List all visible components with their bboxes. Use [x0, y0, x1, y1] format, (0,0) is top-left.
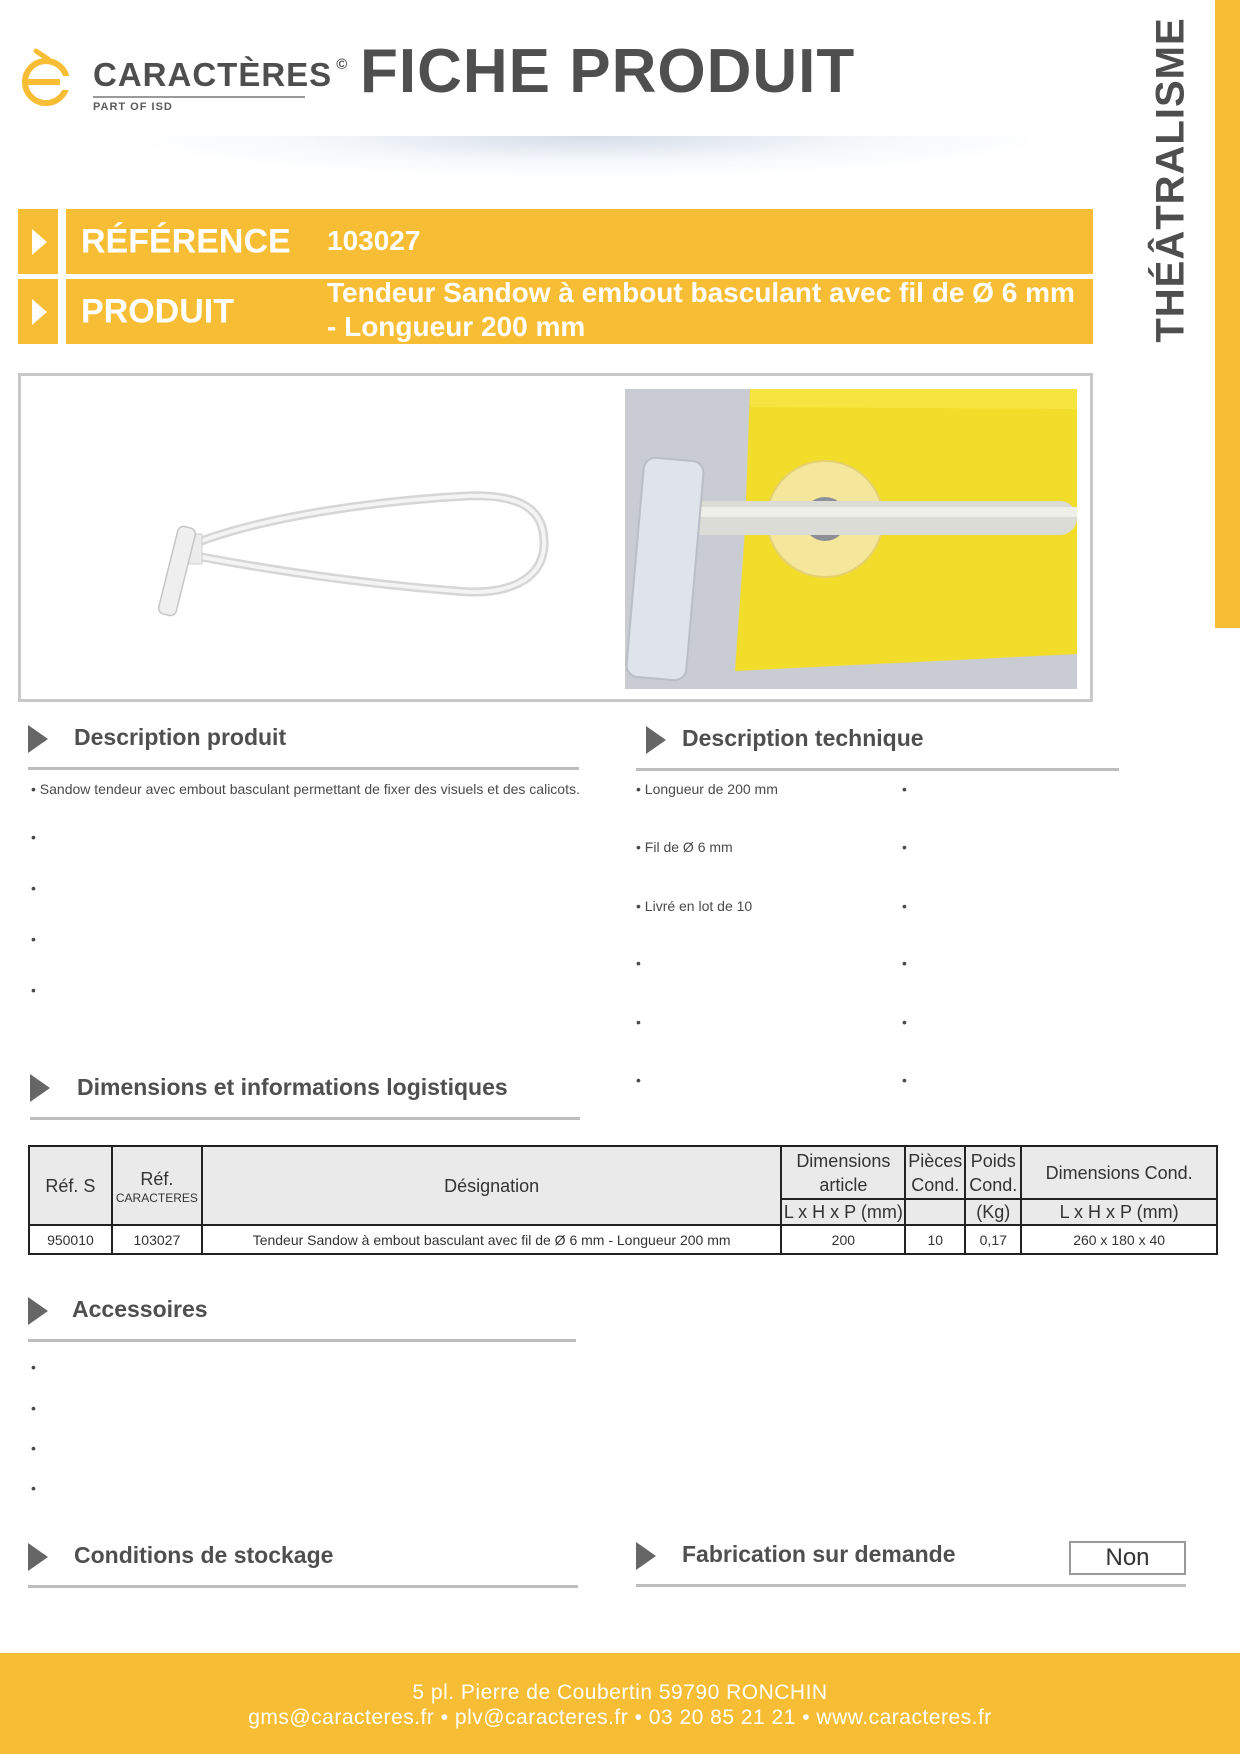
accessoires-arrow-icon [28, 1297, 48, 1325]
description-produit-bullet: • [31, 829, 36, 845]
accessoires-bullet: • [31, 1440, 36, 1456]
description-produit-arrow-icon [28, 725, 48, 753]
col-dim-article-unit: L x H x P (mm) [781, 1199, 905, 1225]
reference-value: 103027 [327, 225, 421, 256]
description-technique-bullet: • [902, 955, 907, 971]
logo-divider [93, 96, 305, 98]
logistique-title: Dimensions et informations logistiques [77, 1074, 508, 1100]
stockage-rule [28, 1585, 578, 1588]
footer [0, 1653, 1240, 1754]
col-pieces-line2: Cond. [911, 1174, 960, 1195]
col-pieces-line1: Pièces [908, 1150, 963, 1171]
description-produit-bullet: • [31, 982, 36, 998]
description-produit-bullet: • [31, 931, 36, 947]
col-poids-line2: Cond. [969, 1174, 1018, 1195]
description-technique-bullet: • [902, 1072, 907, 1088]
reference-arrow-icon [18, 209, 58, 274]
side-accent-bar [1215, 0, 1240, 628]
description-technique-bullet: • [902, 839, 907, 855]
accessoires-rule [28, 1339, 576, 1342]
col-pieces-unit [905, 1199, 965, 1225]
description-technique-rule [636, 768, 1119, 771]
cell-pieces: 10 [905, 1225, 965, 1254]
col-dim-article-line2: article [819, 1174, 868, 1195]
col-ref-s: Réf. S [29, 1146, 112, 1225]
copyright-mark: © [336, 56, 349, 73]
col-designation: Désignation [202, 1146, 782, 1225]
brand-tagline: PART OF ISD [93, 101, 173, 113]
product-value: Tendeur Sandow à embout basculant avec fil de Ø 6 mm - Longueur 200 mm [327, 279, 1075, 342]
cell-dim-cond: 260 x 180 x 40 [1021, 1225, 1217, 1254]
col-dim-article [781, 1146, 905, 1199]
sandow-tensioner-product-image [146, 476, 566, 626]
reference-banner [66, 209, 1093, 274]
description-technique-bullet: • [636, 1072, 641, 1088]
accessoires-bullet: • [31, 1400, 36, 1416]
product-banner [66, 279, 1093, 344]
cell-ref-s: 950010 [29, 1225, 112, 1254]
stockage-arrow-icon [28, 1543, 48, 1571]
col-poids [965, 1146, 1021, 1199]
fabrication-value: Non [1069, 1541, 1186, 1575]
page-title: FICHE PRODUIT [360, 37, 856, 106]
description-technique-bullet: • Livré en lot de 10 [636, 898, 753, 914]
brand-name: CARACTÈRES © [93, 56, 349, 93]
cell-dim-article: 200 [781, 1225, 905, 1254]
description-technique-bullet: • [902, 781, 907, 797]
footer-address: 5 pl. Pierre de Coubertin 59790 RONCHIN [412, 1681, 828, 1704]
fabrication-rule [636, 1584, 1186, 1587]
product-arrow-icon [18, 279, 58, 344]
col-ref-sub: CARACTERES [115, 1190, 198, 1205]
fabrication-arrow-icon [636, 1542, 656, 1570]
accessoires-title: Accessoires [72, 1296, 208, 1322]
col-pieces [905, 1146, 965, 1199]
col-dim-article-line1: Dimensions [796, 1150, 891, 1171]
sandow-on-yellow-banner-photo [625, 389, 1077, 689]
fabrication-title: Fabrication sur demande [682, 1541, 956, 1567]
col-dim-cond: Dimensions Cond. [1021, 1146, 1217, 1199]
description-technique-bullet: • [902, 898, 907, 914]
description-technique-bullet: • [636, 1014, 641, 1030]
caracteres-logo-icon [16, 46, 82, 106]
accessoires-bullet: • [31, 1480, 36, 1496]
category-label: THÉÂTRALISME [1148, 17, 1193, 343]
description-technique-bullet: • Longueur de 200 mm [636, 781, 778, 797]
col-ref [112, 1146, 202, 1225]
header-shadow [150, 136, 1030, 176]
product-label: PRODUIT [81, 292, 234, 330]
description-produit-title: Description produit [74, 724, 287, 750]
description-produit-bullet: • Sandow tendeur avec embout basculant permettant de fixer des visuels et des calicots. [31, 781, 580, 797]
table-row [29, 1225, 1217, 1254]
description-technique-title: Description technique [682, 725, 924, 751]
stockage-title: Conditions de stockage [74, 1542, 334, 1568]
col-poids-line1: Poids [970, 1150, 1016, 1171]
description-technique-arrow-icon [646, 726, 666, 754]
description-produit-rule [28, 767, 579, 770]
logistics-table [28, 1145, 1218, 1255]
col-poids-unit: (Kg) [965, 1199, 1021, 1225]
footer-contacts: gms@caracteres.fr • plv@caracteres.fr • 03 20 85 21 21 • www.caracteres.fr [248, 1706, 992, 1729]
product-images-frame [18, 373, 1093, 702]
reference-label: RÉFÉRENCE [81, 222, 291, 260]
cell-poids: 0,17 [965, 1225, 1021, 1254]
col-ref-label: Réf. [140, 1168, 174, 1189]
cell-ref: 103027 [112, 1225, 202, 1254]
accessoires-bullet: • [31, 1359, 36, 1375]
description-technique-bullet: • [902, 1014, 907, 1030]
cell-designation: Tendeur Sandow à embout basculant avec fil de Ø 6 mm - Longueur 200 mm [202, 1225, 782, 1254]
table-header-row [29, 1146, 1217, 1199]
col-dim-cond-unit: L x H x P (mm) [1021, 1199, 1217, 1225]
logistique-arrow-icon [30, 1074, 50, 1102]
description-technique-bullet: • Fil de Ø 6 mm [636, 839, 733, 855]
description-produit-bullet: • [31, 880, 36, 896]
logistique-rule [30, 1117, 580, 1120]
description-technique-bullet: • [636, 955, 641, 971]
